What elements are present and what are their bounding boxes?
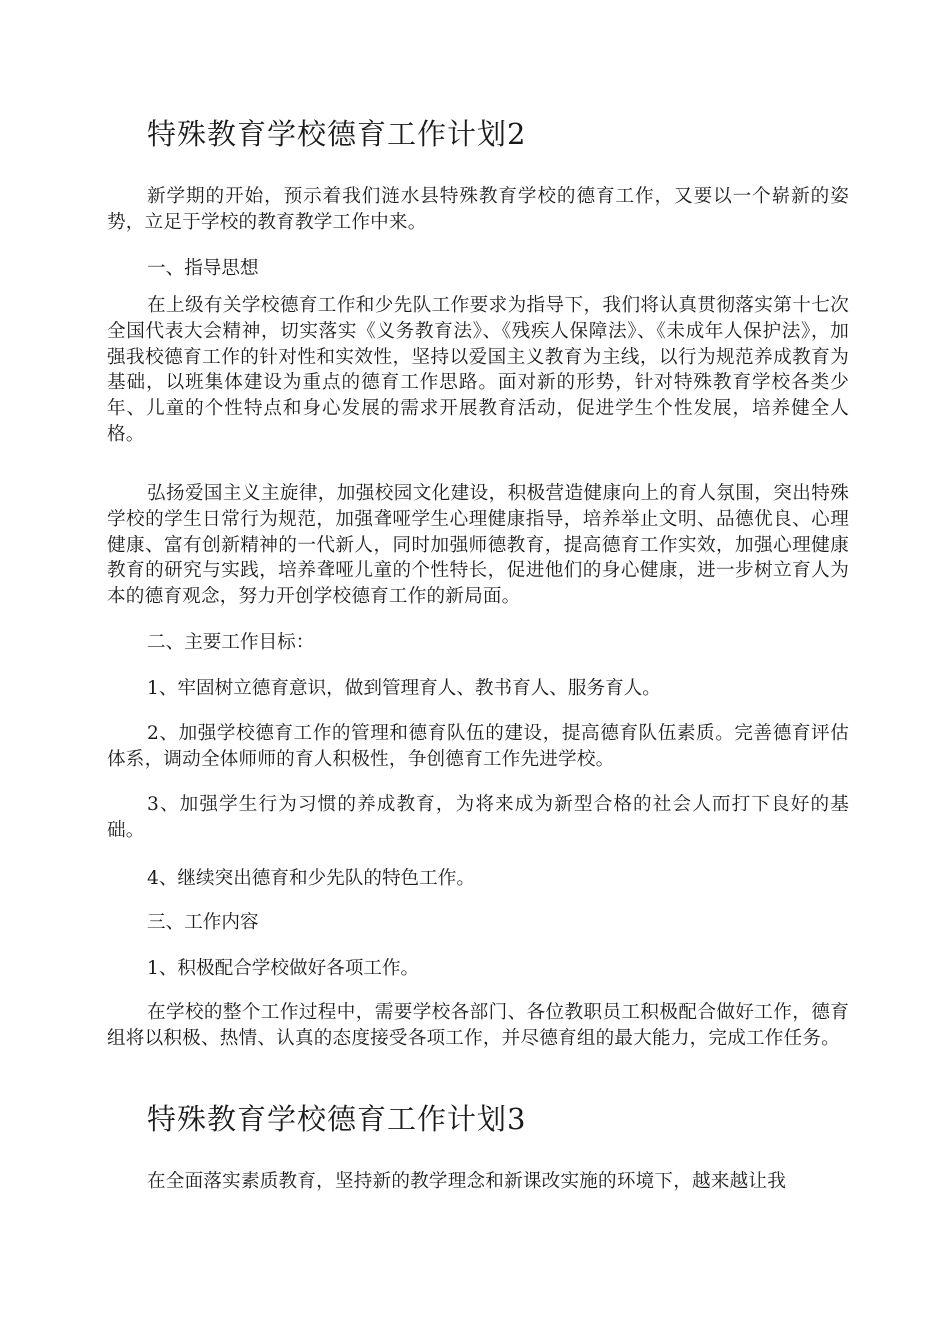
document-title-plan-3: 特殊教育学校德育工作计划3 bbox=[147, 1102, 527, 1136]
guiding-paragraph-2: 弘扬爱国主义主旋律，加强校园文化建设，积极营造健康向上的育人氛围，突出特殊学校的学生日常行为规范，加强聋哑学生心理健康指导，培养举止文明、品德优良、心理健康、富有创新精神的一代新人，同时加强师德教育，提高德育工作实效，加强心理健康教育的研究与实践，培养聋哑儿童的个性特长，促进他们的身心健康，进一步树立育人为本的德育观念，努力开创学校德育工作的新局面。 bbox=[107, 483, 849, 608]
section-heading-guiding: 一、指导思想 bbox=[147, 258, 259, 279]
document-title-plan-2: 特殊教育学校德育工作计划2 bbox=[147, 117, 527, 151]
goal-item-4: 4、继续突出德育和少先队的特色工作。 bbox=[147, 868, 475, 889]
section-heading-content: 三、工作内容 bbox=[147, 912, 259, 933]
guiding-paragraph-1: 在上级有关学校德育工作和少先队工作要求为指导下，我们将认真贯彻落实第十七次全国代表大会精神，切实落实《义务教育法》、《残疾人保障法》、《未成年人保护法》，加强我校德育工作的针对性和实效性，坚持以爱国主义教育为主线，以行为规范养成教育为基础，以班集体建设为重点的德育工作思路。面对新的形势，针对特殊教育学校各类少年、儿童的个性特点和身心发展的需求开展教育活动，促进学生个性发展，培养健全人格。 bbox=[107, 295, 849, 445]
content-item-1: 1、积极配合学校做好各项工作。 bbox=[147, 958, 420, 979]
intro-paragraph: 新学期的开始，预示着我们涟水县特殊教育学校的德育工作，又要以一个崭新的姿势，立足于学校的教育教学工作中来。 bbox=[107, 186, 849, 233]
goal-item-3: 3、加强学生行为习惯的养成教育，为将来成为新型合格的社会人而打下良好的基础。 bbox=[107, 794, 849, 841]
section-heading-goals: 二、主要工作目标： bbox=[147, 632, 315, 653]
goal-item-1: 1、牢固树立德育意识，做到管理育人、教书育人、服务育人。 bbox=[147, 678, 661, 699]
plan-3-intro-paragraph: 在全面落实素质教育，坚持新的教学理念和新课改实施的环境下，越来越让我 bbox=[147, 1171, 786, 1192]
goal-item-2: 2、加强学校德育工作的管理和德育队伍的建设，提高德育队伍素质。完善德育评估体系，调动全体师师的育人积极性，争创德育工作先进学校。 bbox=[107, 723, 849, 770]
content-paragraph-1: 在学校的整个工作过程中，需要学校各部门、各位教职员工积极配合做好工作，德育组将以积极、热情、认真的态度接受各项工作，并尽德育组的最大能力，完成工作任务。 bbox=[107, 1002, 849, 1049]
